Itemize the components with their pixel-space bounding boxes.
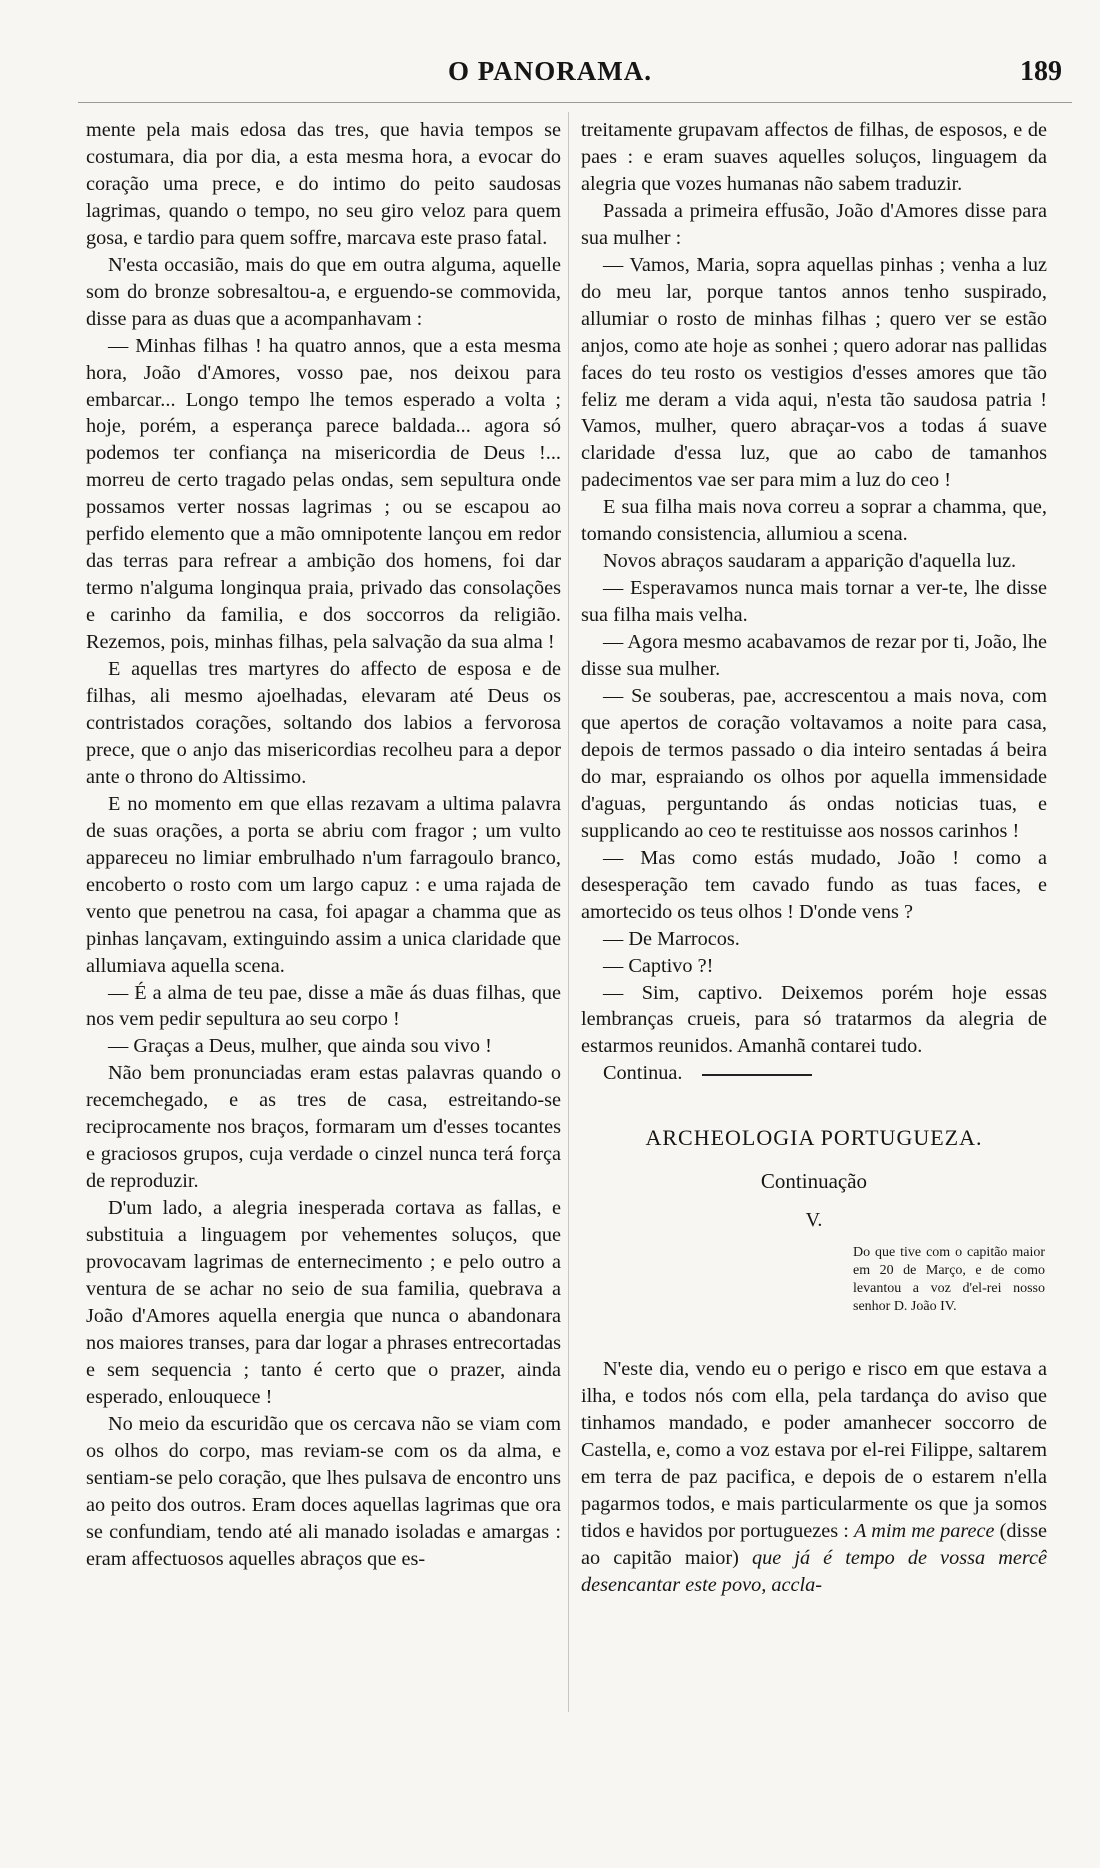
column-divider: [568, 112, 569, 1712]
chapter-italic-text: que já é tempo de vossa mercê desencantar este povo, accla-: [581, 1546, 1047, 1596]
paragraph: — Se souberas, pae, accrescentou a mais nova, com que apertos de coração voltavamos a noite para casa, depois de termos passado o dia inteiro sentadas á beira do mar, espraiando os olhos por aquella immensidade d'aguas, perguntando ás ondas noticias tuas, e supplicando ao ceo te restituisse aos nossos carinhos !: [581, 685, 1047, 842]
chapter-italic-text: A mim me parece: [854, 1519, 995, 1542]
section-number: V.: [805, 1209, 823, 1232]
chapter-text-aside: (disse ao capitão maior): [581, 1519, 1047, 1569]
paragraph: Não bem pronunciadas eram estas palavras quando o recemchegado, e as tres de casa, estreitando-se reciprocamente nos braços, formaram um d'esses tocantes e graciosos grupos, cuja verdade o cinzel nunca terá força de reproduzir.: [86, 1062, 561, 1193]
right-column: [581, 117, 1047, 1599]
section-title: ARCHEOLOGIA PORTUGUEZA.: [645, 1125, 983, 1151]
paragraph: — Agora mesmo acabavamos de rezar por ti, João, lhe disse sua mulher.: [581, 631, 1047, 681]
page-header: [0, 52, 1100, 92]
paragraph: mente pela mais edosa das tres, que havia tempos se costumara, dia por dia, a esta mesma hora, a evocar do coração uma prece, e do intimo do peito saudosas lagrimas, quando o tempo, no seu giro veloz para quem gosa, e tardio para quem soffre, marcava este praso fatal.: [86, 119, 561, 249]
header-rule: [78, 102, 1072, 103]
paragraph: — Captivo ?!: [603, 954, 714, 977]
paragraph: — Graças a Deus, mulher, que ainda sou vivo !: [108, 1035, 492, 1058]
paragraph: Novos abraços saudaram a apparição d'aquella luz.: [603, 550, 1017, 573]
paragraph: Passada a primeira effusão, João d'Amores disse para sua mulher :: [581, 199, 1047, 249]
paragraph: — Esperavamos nunca mais tornar a ver-te, lhe disse sua filha mais velha.: [581, 577, 1047, 627]
section-subtitle: Continuação: [760, 1169, 868, 1194]
continua-rule: [702, 1074, 812, 1076]
paragraph: E no momento em que ellas rezavam a ultima palavra de suas orações, a porta se abriu com fragor ; um vulto appareceu no limiar embrulhado n'um farragoulo branco, encoberto o rosto com um largo capuz : e uma rajada de vento que penetrou na casa, foi apagar a chamma que as pinhas lançavam, extinguindo assim a unica claridade que allumiava aquella scena.: [86, 792, 561, 977]
chapter-text: N'este dia, vendo eu o perigo e risco em que estava a ilha, e todos nós com ella, pela tardança do aviso que tinhamos mandado, e poder amanhecer soccorro de Castella, e, como a voz estava por el-rei Filippe, saltarem em terra de paz pacifica, e depois de o estarem n'ella pagarmos todos, e mais particularmente os que ja somos tidos e havidos por portuguezes :: [581, 1358, 1047, 1542]
paragraph: — Vamos, Maria, sopra aquellas pinhas ; venha a luz do meu lar, porque tantos annos tenho suspirado, allumiar o rosto de minhas filhas ; quero ver se estão anjos, como ate hoje as sonhei ; quero adorar nas pallidas faces do teu rosto os vestigios d'esses amores que tão feliz me deram a vida aqui, n'esta tão saudosa patria ! Vamos, mulher, quero abraçar-vos a todas á suave claridade d'essa luz, que ao cabo de tamanhos padecimentos vae ser para mim a luz do ceo !: [581, 253, 1047, 492]
chapter-summary-note: Do que tive com o capitão maior em 20 de Março, e de como levantou a voz d'el-rei nosso senhor D. João IV.: [853, 1245, 1045, 1315]
page-number: 189: [1020, 56, 1062, 87]
paragraph: — Mas como estás mudado, João ! como a desesperação tem cavado fundo as tuas faces, e amortecido os teus olhos ! D'onde vens ?: [581, 846, 1047, 923]
paragraph: D'um lado, a alegria inesperada cortava as fallas, e substituia a linguagem por vehementes soluços, que provocavam lagrimas de enternecimento ; e pelo outro a ventura de se achar no seio de sua familia, quebrava a João d'Amores aquella energia que nunca o abandonara nos maiores transes, para dar logar a phrases entrecortadas e sem sequencia ; tanto é certo que o prazer, ainda esperado, enlouquece !: [86, 1197, 561, 1408]
continua-label: Continua.: [603, 1062, 683, 1085]
paragraph: — Sim, captivo. Deixemos porém hoje essas lembranças crueis, para só tratarmos da alegria de estarmos reunidos. Amanhã contarei tudo.: [581, 981, 1047, 1058]
paragraph: E sua filha mais nova correu a soprar a chamma, que, tomando consistencia, allumiou a scena.: [581, 496, 1047, 546]
paragraph: — De Marrocos.: [603, 927, 740, 950]
paragraph: treitamente grupavam affectos de filhas, de esposos, e de paes : e eram suaves aquelles soluços, linguagem da alegria que vozes humanas não sabem traduzir.: [581, 119, 1047, 195]
paragraph: — É a alma de teu pae, disse a mãe ás duas filhas, que nos vem pedir sepultura ao seu corpo !: [86, 981, 561, 1031]
paragraph: — Minhas filhas ! ha quatro annos, que a esta mesma hora, João d'Amores, vosso pae, nos deixou para embarcar... Longo tempo lhe temos esperado a volta ; hoje, porém, a esperança parece baldada... agora só podemos ter confiança na misericordia de Deus !... morreu de certo tragado pelas ondas, sem sepultura onde possamos verter nossas lagrimas ; ou se escapou ao perfido elemento que a mão omnipotente lançou em redor das terras para refrear a ambição dos homens, foi dar termo n'alguma longinqua praia, privado das consolações e carinho da familia, e dos soccorros da religião. Rezemos, pois, minhas filhas, pela salvação da sua alma !: [86, 334, 561, 654]
journal-title: O PANORAMA.: [448, 56, 652, 86]
chapter-paragraph: [581, 1356, 1047, 1599]
left-column: [86, 117, 561, 1572]
paragraph: N'esta occasião, mais do que em outra alguma, aquelle som do bronze sobresaltou-a, e erguendo-se commovida, disse para as duas que a acompanhavam :: [86, 253, 561, 330]
paragraph: E aquellas tres martyres do affecto de esposa e de filhas, ali mesmo ajoelhadas, elevaram até Deus os contristados corações, soltando dos labios a fervorosa prece, que o anjo das misericordias recolheu para a depor ante o throno do Altissimo.: [86, 658, 561, 788]
continua-line: [581, 1060, 1047, 1087]
paragraph: No meio da escuridão que os cercava não se viam com os olhos do corpo, mas reviam-se com os da alma, e sentiam-se pelo coração, que lhes pulsava de encontro uns ao peito dos outros. Eram doces aquellas lagrimas que ora se confundiam, tendo até ali manado isoladas e amargas : eram affectuosos aquelles abraços que es-: [86, 1412, 561, 1570]
